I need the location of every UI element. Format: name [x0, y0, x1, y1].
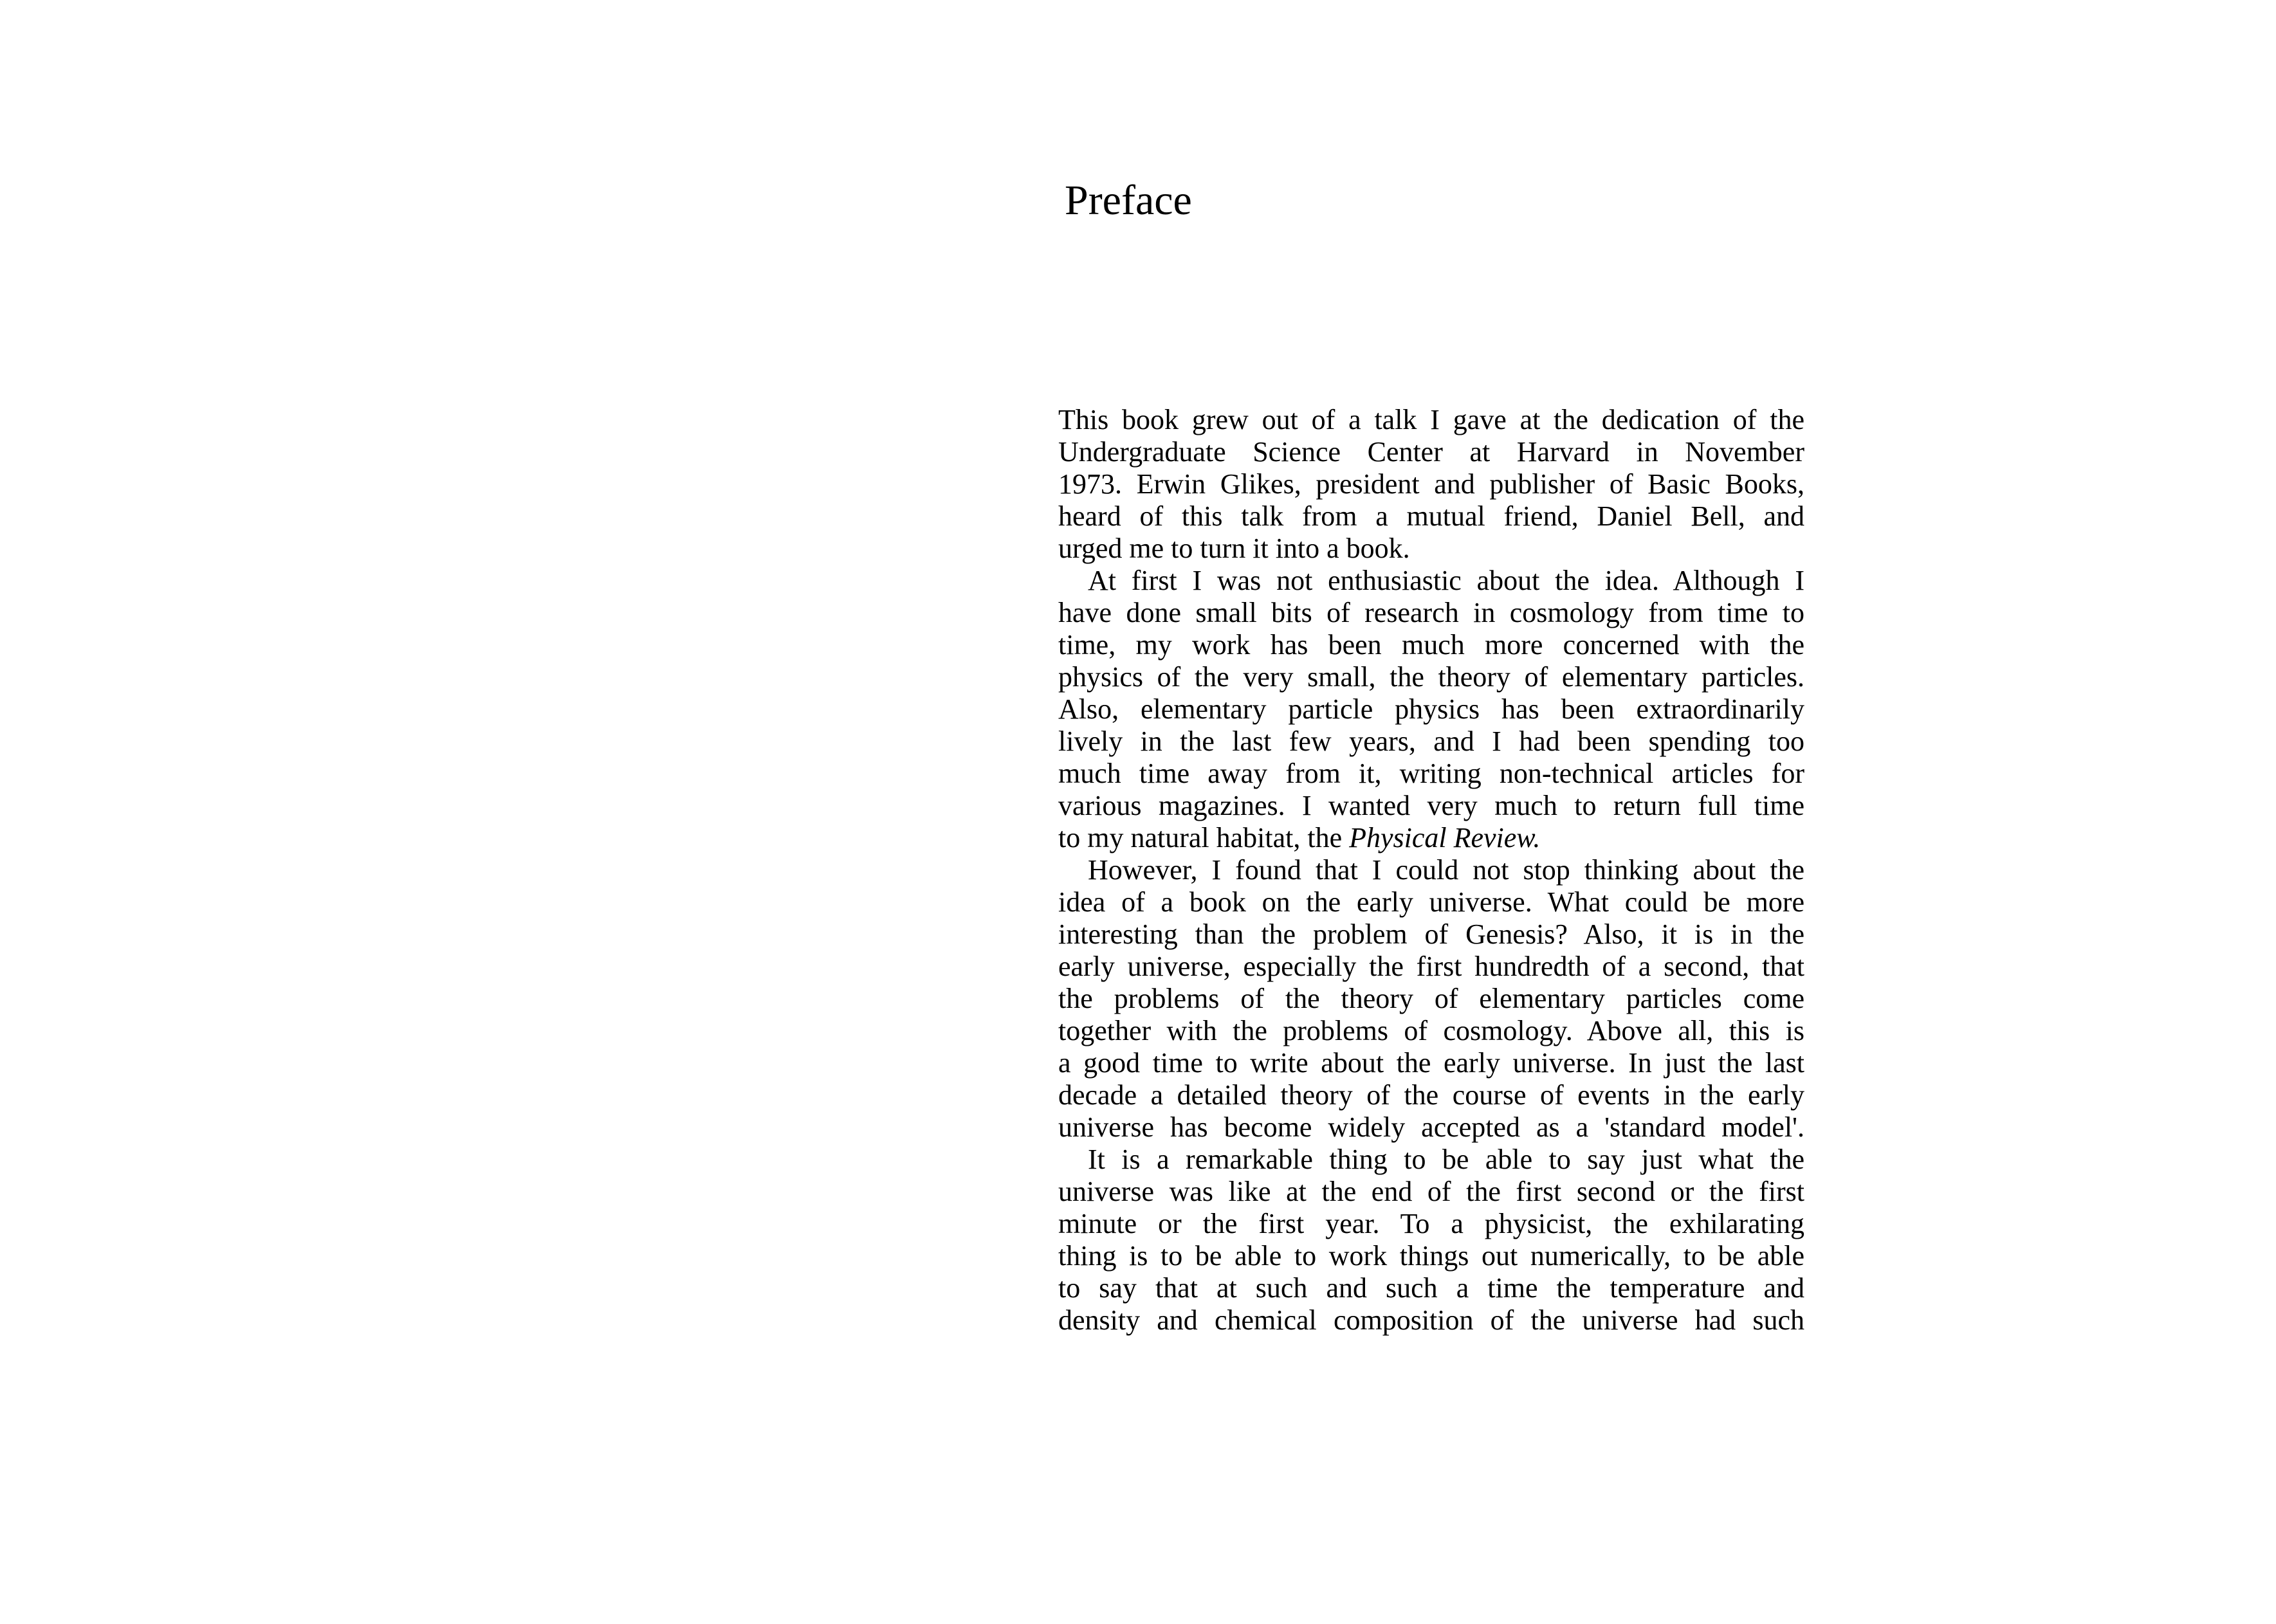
- text-line: much time away from it, writing non-technical articles for: [1058, 758, 1804, 789]
- text-line: minute or the first year. To a physicist, the exhilarating: [1058, 1208, 1804, 1239]
- chapter-title: Preface: [1065, 177, 1192, 224]
- paragraph-1: [1058, 404, 1804, 565]
- text-line: various magazines. I wanted very much to return full time: [1058, 790, 1804, 821]
- text-line: early universe, especially the first hundredth of a second, that: [1058, 951, 1804, 982]
- text-line: time, my work has been much more concerned with the: [1058, 629, 1804, 661]
- text-line: to say that at such and such a time the temperature and: [1058, 1272, 1804, 1304]
- paragraph-3: [1058, 854, 1804, 1144]
- text-line: It is a remarkable thing to be able to say just what the: [1088, 1144, 1804, 1175]
- text-line: idea of a book on the early universe. What could be more: [1058, 886, 1804, 918]
- text-line: interesting than the problem of Genesis? Also, it is in the: [1058, 918, 1804, 950]
- text-line: Undergraduate Science Center at Harvard in November: [1058, 436, 1804, 468]
- text-line: density and chemical composition of the universe had such: [1058, 1304, 1804, 1336]
- text-line: physics of the very small, the theory of elementary particles.: [1058, 661, 1804, 693]
- text-line: have done small bits of research in cosmology from time to: [1058, 597, 1804, 628]
- preface-body: [1058, 404, 1804, 1337]
- text-line: lively in the last few years, and I had been spending too: [1058, 725, 1804, 757]
- text-line: universe was like at the end of the first second or the first: [1058, 1176, 1804, 1207]
- text-line: thing is to be able to work things out numerically, to be able: [1058, 1240, 1804, 1272]
- text-line: Also, elementary particle physics has been extraordinarily: [1058, 693, 1804, 725]
- text-line: a good time to write about the early universe. In just the last: [1058, 1047, 1804, 1079]
- text-line: decade a detailed theory of the course of events in the early: [1058, 1079, 1804, 1111]
- text-line: However, I found that I could not stop thinking about the: [1088, 854, 1804, 886]
- text-line-with-journal: [1058, 822, 1804, 854]
- text-line: heard of this talk from a mutual friend, Daniel Bell, and: [1058, 500, 1804, 532]
- text-line: together with the problems of cosmology. Above all, this is: [1058, 1015, 1804, 1046]
- text-line: urged me to turn it into a book.: [1058, 533, 1410, 564]
- paragraph-2: [1058, 565, 1804, 854]
- paragraph-4: [1058, 1144, 1804, 1337]
- journal-title: Physical Review.: [1349, 822, 1541, 853]
- text-fragment: to my natural habitat, the: [1058, 822, 1350, 853]
- text-line: At first I was not enthusiastic about the idea. Although I: [1088, 565, 1804, 596]
- text-line: universe has become widely accepted as a 'standard model'.: [1058, 1111, 1804, 1143]
- text-line: the problems of the theory of elementary particles come: [1058, 983, 1804, 1014]
- text-line: This book grew out of a talk I gave at the dedication of the: [1058, 404, 1804, 435]
- text-line: 1973. Erwin Glikes, president and publisher of Basic Books,: [1058, 468, 1804, 500]
